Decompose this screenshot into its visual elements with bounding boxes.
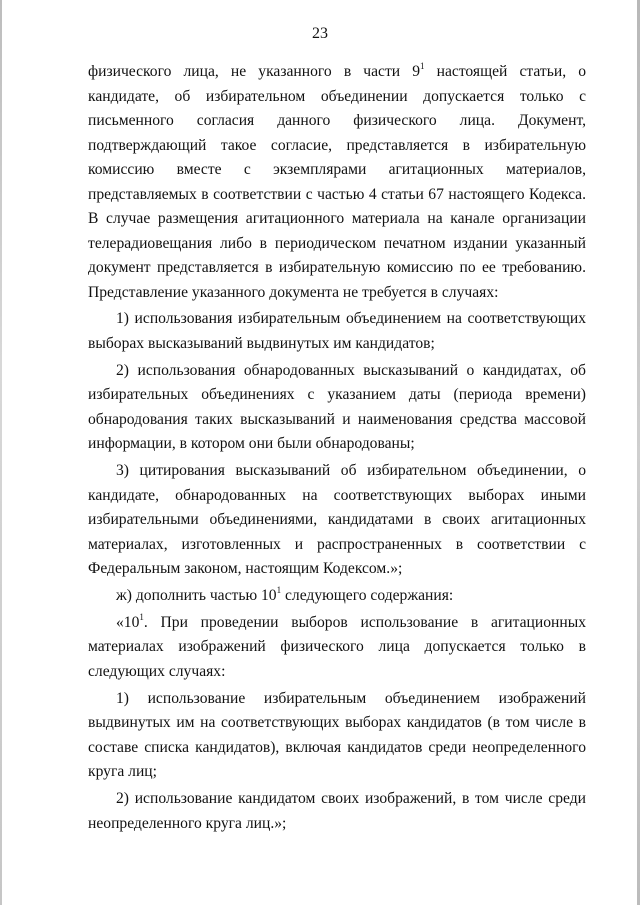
text-run: следующего содержания: [281, 587, 454, 605]
list-item-1: 1) использование избирательным объединением изображений выдвинутых им на соответствующих выборах кандидатов (в том числе в составе списка кандидатов), включая кандидатов среди неопределенного круга лиц; [88, 689, 586, 781]
paragraph-continuation [88, 60, 586, 305]
document-body [88, 60, 586, 839]
superscript: 1 [420, 60, 425, 71]
list-item-1: 1) использования избирательным объединением на соответствующих выборах высказываний выдвинутых им кандидатов; [88, 310, 586, 352]
text-run: . При проведении выборов использование в агитационных материалах изображений физического лица допускается только в следующих случаях: [88, 613, 586, 680]
page-number: 23 [312, 25, 328, 42]
list-item-2: 2) использования обнародованных высказываний о кандидатах, об избирательных объединениях с указанием даты (периода времени) обнародования таких высказываний и наименования средства массовой информации, в котором они были обнародованы; [88, 361, 586, 453]
list-item-3: 3) цитирования высказываний об избирательном объединении, о кандидате, обнародованных на соответствующих выборах иными избирательными объединениями, кандидатами в своих агитационных материалах, изготовленных и распространенных в соответствии с Федеральным законом, настоящим Кодексом.»; [88, 462, 586, 578]
superscript: 1 [139, 611, 144, 622]
superscript: 1 [276, 584, 282, 595]
list-item-2: 2) использование кандидатом своих изображений, в том числе среди неопределенного круга лиц.»; [88, 790, 586, 832]
paragraph-part-10-1 [88, 611, 586, 685]
text-run: ж) дополнить частью 10 [116, 587, 277, 605]
paragraph-amendment [88, 584, 586, 609]
text-run: физического лица, не указанного в части 9 [88, 63, 421, 80]
text-run: «10 [116, 613, 140, 631]
text-run: настоящей статьи, о кандидате, об избирательном объединении допускается только с письменного согласия данного физического лица. Документ, подтверждающий такое согласие, представляется в избирательную комиссию вместе с экземплярами агитационных материалов, представляемых в соответствии с частью 4 статьи 67 настоящего Кодекса. В случае размещения агитационного материала на канале организации телерадиовещания либо в периодическом печатном издании указанный документ представляется в избирательную комиссию по ее требованию. Представление указанного документа не требуется в случаях: [88, 63, 586, 301]
scan-edge-left [0, 0, 2, 905]
